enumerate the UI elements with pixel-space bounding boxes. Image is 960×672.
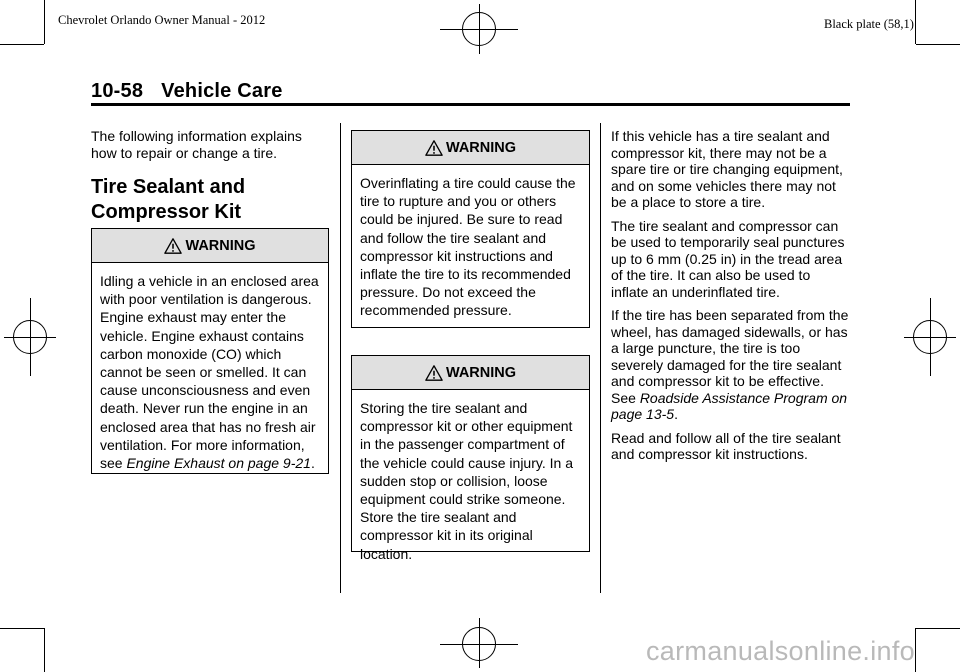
crop-mark — [916, 44, 960, 45]
paragraph — [611, 307, 851, 423]
paragraph: The tire sealant and compressor can be used to temporarily seal punctures up to 6 mm (0.25 in) in the tread area of the tire. It can also be used to inflate an underinflated tire. — [611, 217, 845, 300]
warning-header — [92, 229, 328, 263]
crop-mark — [44, 628, 45, 672]
crop-mark — [915, 628, 916, 672]
warning-text: Overinflating a tire could cause the tire to rupture and you or others could be injured. Be sure to read and follow the tire sealant and compressor kit instructions and inflate the tire to its recommended pressure. Do not exceed the recommended pressure. — [360, 175, 576, 319]
warning-triangle-icon — [425, 364, 443, 382]
paragraph: Read and follow all of the tire sealant and compressor kit instructions. — [611, 429, 841, 462]
warning-text — [92, 263, 328, 472]
header-rule — [91, 103, 850, 106]
warning-box — [351, 130, 590, 328]
plate-info: Black plate (58,1) — [824, 17, 914, 31]
warning-label: WARNING — [445, 364, 517, 381]
heading-line: Compressor Kit — [91, 200, 242, 223]
cross-reference-link[interactable]: Roadside Assistance Program on page 13-5 — [611, 389, 848, 422]
warning-box — [91, 228, 329, 474]
manual-title: Chevrolet Orlando Owner Manual - 2012 — [58, 13, 266, 27]
warning-end: . — [310, 455, 315, 472]
column-1 — [91, 128, 329, 224]
crop-mark — [44, 0, 45, 44]
warning-triangle-icon — [164, 237, 182, 255]
intro-text: The following information explains how to repair or change a tire. — [91, 128, 302, 161]
page-header — [91, 80, 283, 103]
warning-header — [352, 356, 589, 390]
crop-mark — [915, 0, 916, 44]
page-number: 10-58 — [91, 80, 144, 102]
warning-label: WARNING — [445, 139, 517, 156]
warning-body: Idling a vehicle in an enclosed area with poor ventilation is dangerous. Engine exhaust may enter the vehicle. Engine exhaust contains carbon monoxide (CO) which cannot be seen or smelled. It can cause unconsciousness and even death. Never run the engine in an enclosed area that has no fresh air ventilation. For more information, see — [100, 273, 319, 472]
warning-triangle-icon — [425, 139, 443, 157]
crop-mark — [916, 628, 960, 629]
column-3 — [611, 128, 851, 463]
warning-header — [352, 131, 589, 165]
warning-box — [351, 355, 590, 562]
paragraph: If this vehicle has a tire sealant and compressor kit, there may not be a spare tire or tire changing equipment, and on some vehicles there may not be a place to store a tire. — [611, 128, 843, 210]
heading-line: Tire Sealant and — [91, 176, 246, 198]
paragraph-end: . — [674, 406, 678, 422]
watermark: carmanualsonline.info — [646, 636, 915, 666]
section-title: Vehicle Care — [161, 80, 283, 102]
section-heading — [91, 175, 329, 224]
column-divider — [600, 123, 601, 593]
paragraph-text: If the tire has been separated from the wheel, has damaged sidewalls, or has a large puncture, the tire is too severely damaged for the tire sealant and compressor kit to be effective. See — [611, 307, 849, 406]
warning-label: WARNING — [185, 237, 256, 254]
column-divider — [340, 123, 341, 593]
crop-mark — [0, 628, 44, 629]
crop-mark — [0, 44, 44, 45]
warning-text: Storing the tire sealant and compressor kit or other equipment in the passenger compartment of the vehicle could cause injury. In a sudden stop or collision, loose equipment could strike someone. Store the tire sealant and compressor kit in its original location. — [360, 400, 573, 562]
cross-reference-link[interactable]: Engine Exhaust on page 9-21 — [126, 455, 311, 472]
